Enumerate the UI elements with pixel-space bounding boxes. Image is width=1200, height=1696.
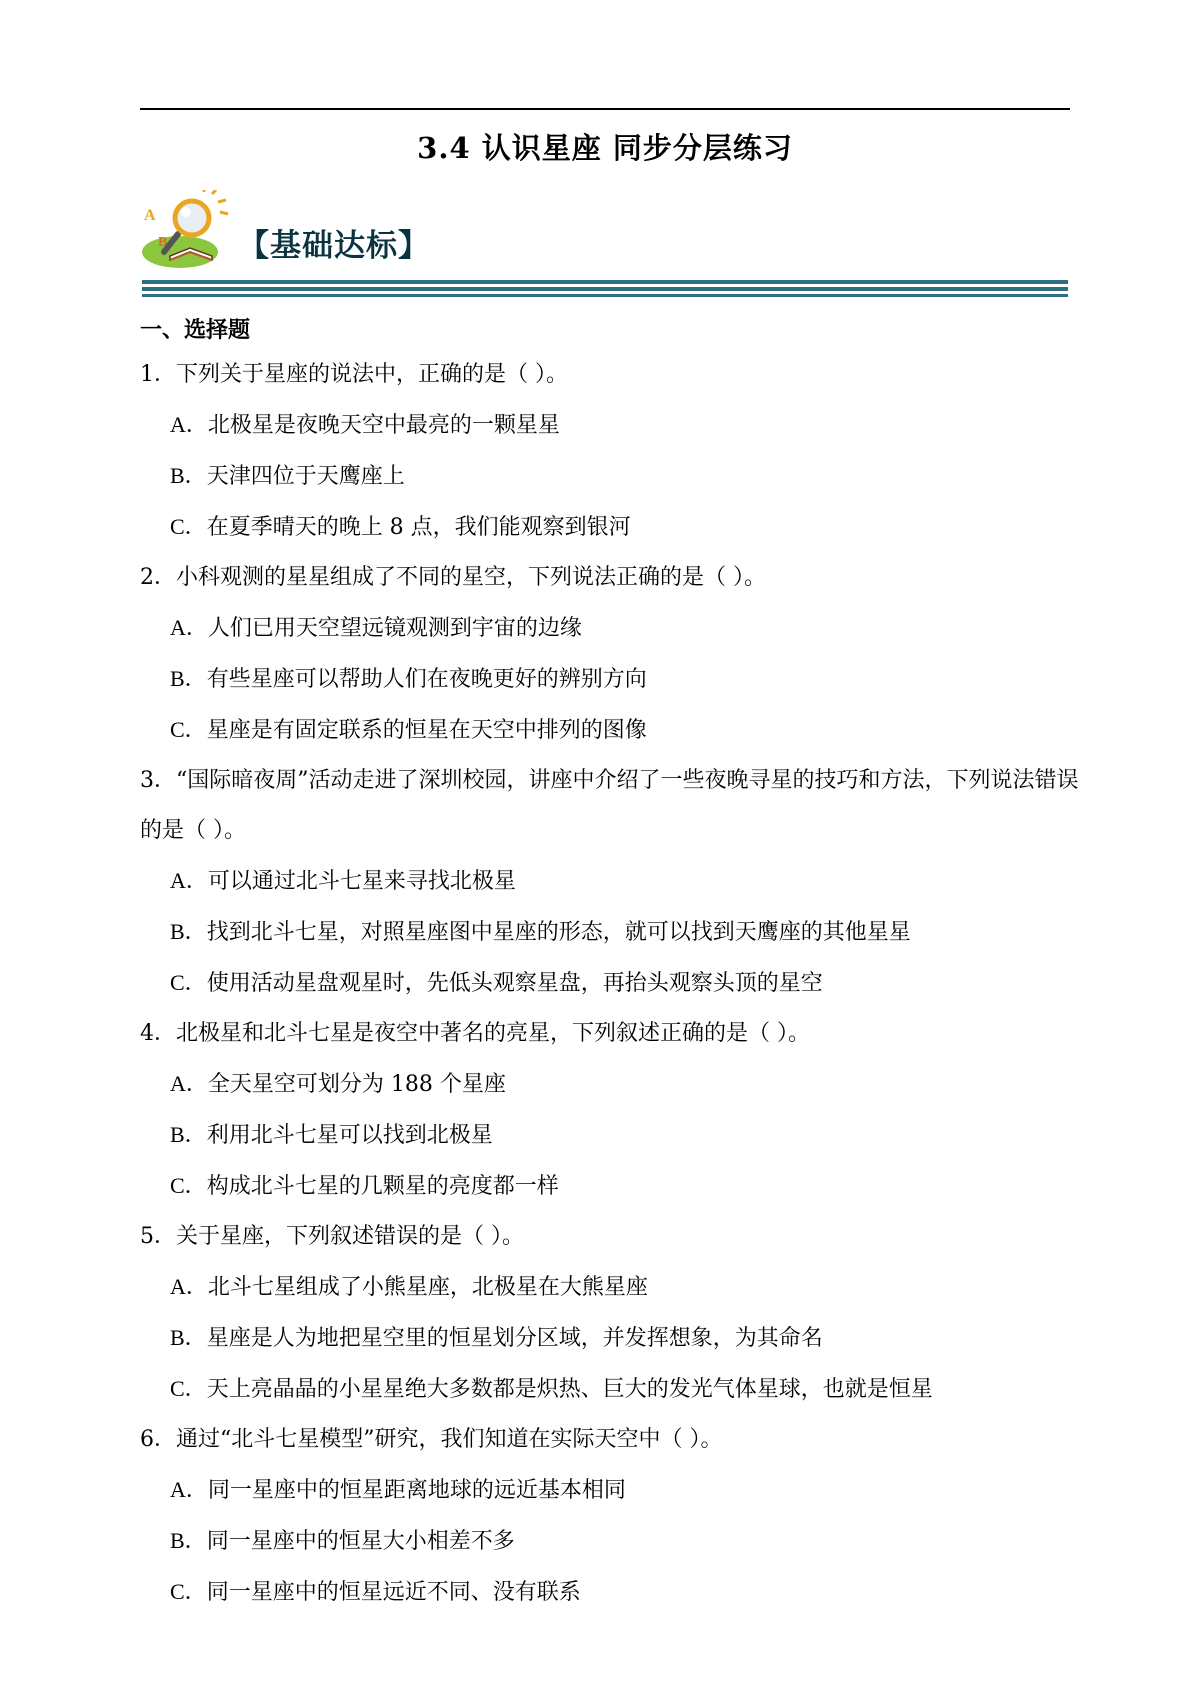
option-c (140, 1567, 1080, 1618)
option-letter: C． (170, 717, 207, 742)
part-heading: 一、选择题 (140, 317, 251, 343)
option-text: 星座是有固定联系的恒星在天空中排列的图像 (206, 718, 647, 743)
page-title: 3.4 认识星座 同步分层练习 (417, 131, 793, 165)
option-letter: A． (170, 1274, 208, 1299)
option-c (140, 502, 1080, 553)
option-letter: B． (170, 666, 207, 691)
header-rule (140, 108, 1070, 110)
option-letter: B． (170, 1325, 207, 1350)
banner-rule (142, 280, 1068, 298)
option-text: 天津四位于天鹰座上 (206, 464, 405, 489)
banner-rule-line (142, 280, 1068, 284)
svg-text:A: A (144, 207, 156, 224)
option-letter: B． (170, 1122, 207, 1147)
option-text: 使用活动星盘观星时，先低头观察星盘，再抬头观察头顶的星空 (206, 971, 823, 996)
option-letter: B． (170, 919, 207, 944)
option-a (140, 1465, 1080, 1516)
option-text: 北斗七星组成了小熊星座，北极星在大熊星座 (207, 1275, 648, 1300)
question-stem: 1．下列关于星座的说法中，正确的是（ ）。 (140, 362, 568, 387)
option-text: 有些星座可以帮助人们在夜晚更好的辨别方向 (206, 667, 647, 692)
option-c (140, 958, 1080, 1009)
option-letter: A． (170, 615, 208, 640)
option-text: 找到北斗七星，对照星座图中星座的形态，就可以找到天鹰座的其他星星 (206, 920, 911, 945)
option-letter: B． (170, 463, 207, 488)
option-c (140, 1161, 1080, 1212)
question-stem: 3．“国际暗夜周”活动走进了深圳校园，讲座中介绍了一些夜晚寻星的技巧和方法，下列说法错误的是（ ）。 (140, 768, 1079, 843)
question-6 (140, 1415, 1080, 1618)
option-text: 同一星座中的恒星大小相差不多 (206, 1529, 515, 1554)
option-b (140, 654, 1080, 705)
section-label: 【基础达标】 (238, 228, 430, 264)
question-5 (140, 1212, 1080, 1415)
banner-rule-line (142, 287, 1068, 291)
option-letter: C． (170, 514, 207, 539)
option-text: 利用北斗七星可以找到北极星 (206, 1123, 493, 1148)
option-text: 在夏季晴天的晚上 8 点，我们能观察到银河 (206, 515, 631, 540)
option-a (140, 400, 1080, 451)
question-4 (140, 1009, 1080, 1212)
option-letter: A． (170, 1071, 208, 1096)
option-letter: A． (170, 1477, 208, 1502)
option-letter: C． (170, 970, 207, 995)
option-b (140, 451, 1080, 502)
option-letter: A． (170, 868, 208, 893)
question-stem: 2．小科观测的星星组成了不同的星空，下列说法正确的是（ ）。 (140, 565, 766, 590)
option-a (140, 603, 1080, 654)
option-b (140, 1313, 1080, 1364)
option-text: 构成北斗七星的几颗星的亮度都一样 (206, 1174, 559, 1199)
question-1 (140, 350, 1080, 553)
option-b (140, 907, 1080, 958)
option-letter: C． (170, 1579, 207, 1604)
option-text: 可以通过北斗七星来寻找北极星 (207, 869, 516, 894)
option-text: 星座是人为地把星空里的恒星划分区域，并发挥想象，为其命名 (206, 1326, 823, 1351)
question-2 (140, 553, 1080, 756)
section-banner (140, 190, 1070, 300)
option-text: 全天星空可划分为 188 个星座 (207, 1072, 506, 1097)
option-text: 同一星座中的恒星距离地球的远近基本相同 (207, 1478, 626, 1503)
question-stem: 5．关于星座，下列叙述错误的是（ ）。 (140, 1224, 524, 1249)
magnifier-book-icon (140, 190, 240, 272)
option-b (140, 1516, 1080, 1567)
option-a (140, 856, 1080, 907)
option-text: 同一星座中的恒星远近不同、没有联系 (206, 1580, 581, 1605)
option-letter: B． (170, 1528, 207, 1553)
option-c (140, 1364, 1080, 1415)
option-c (140, 705, 1080, 756)
option-b (140, 1110, 1080, 1161)
question-3 (140, 756, 1080, 1009)
option-letter: A． (170, 412, 208, 437)
option-text: 人们已用天空望远镜观测到宇宙的边缘 (207, 616, 582, 641)
option-letter: C． (170, 1376, 207, 1401)
svg-text:B: B (158, 235, 168, 250)
option-text: 北极星是夜晚天空中最亮的一颗星星 (207, 413, 560, 438)
question-list (140, 310, 1080, 1618)
banner-rule-line (142, 294, 1068, 297)
option-a (140, 1262, 1080, 1313)
option-letter: C． (170, 1173, 207, 1198)
question-stem: 6．通过“北斗七星模型”研究，我们知道在实际天空中（ ）。 (140, 1427, 723, 1452)
option-a (140, 1059, 1080, 1110)
option-text: 天上亮晶晶的小星星绝大多数都是炽热、巨大的发光气体星球，也就是恒星 (206, 1377, 933, 1402)
question-stem: 4．北极星和北斗七星是夜空中著名的亮星，下列叙述正确的是（ ）。 (140, 1021, 810, 1046)
